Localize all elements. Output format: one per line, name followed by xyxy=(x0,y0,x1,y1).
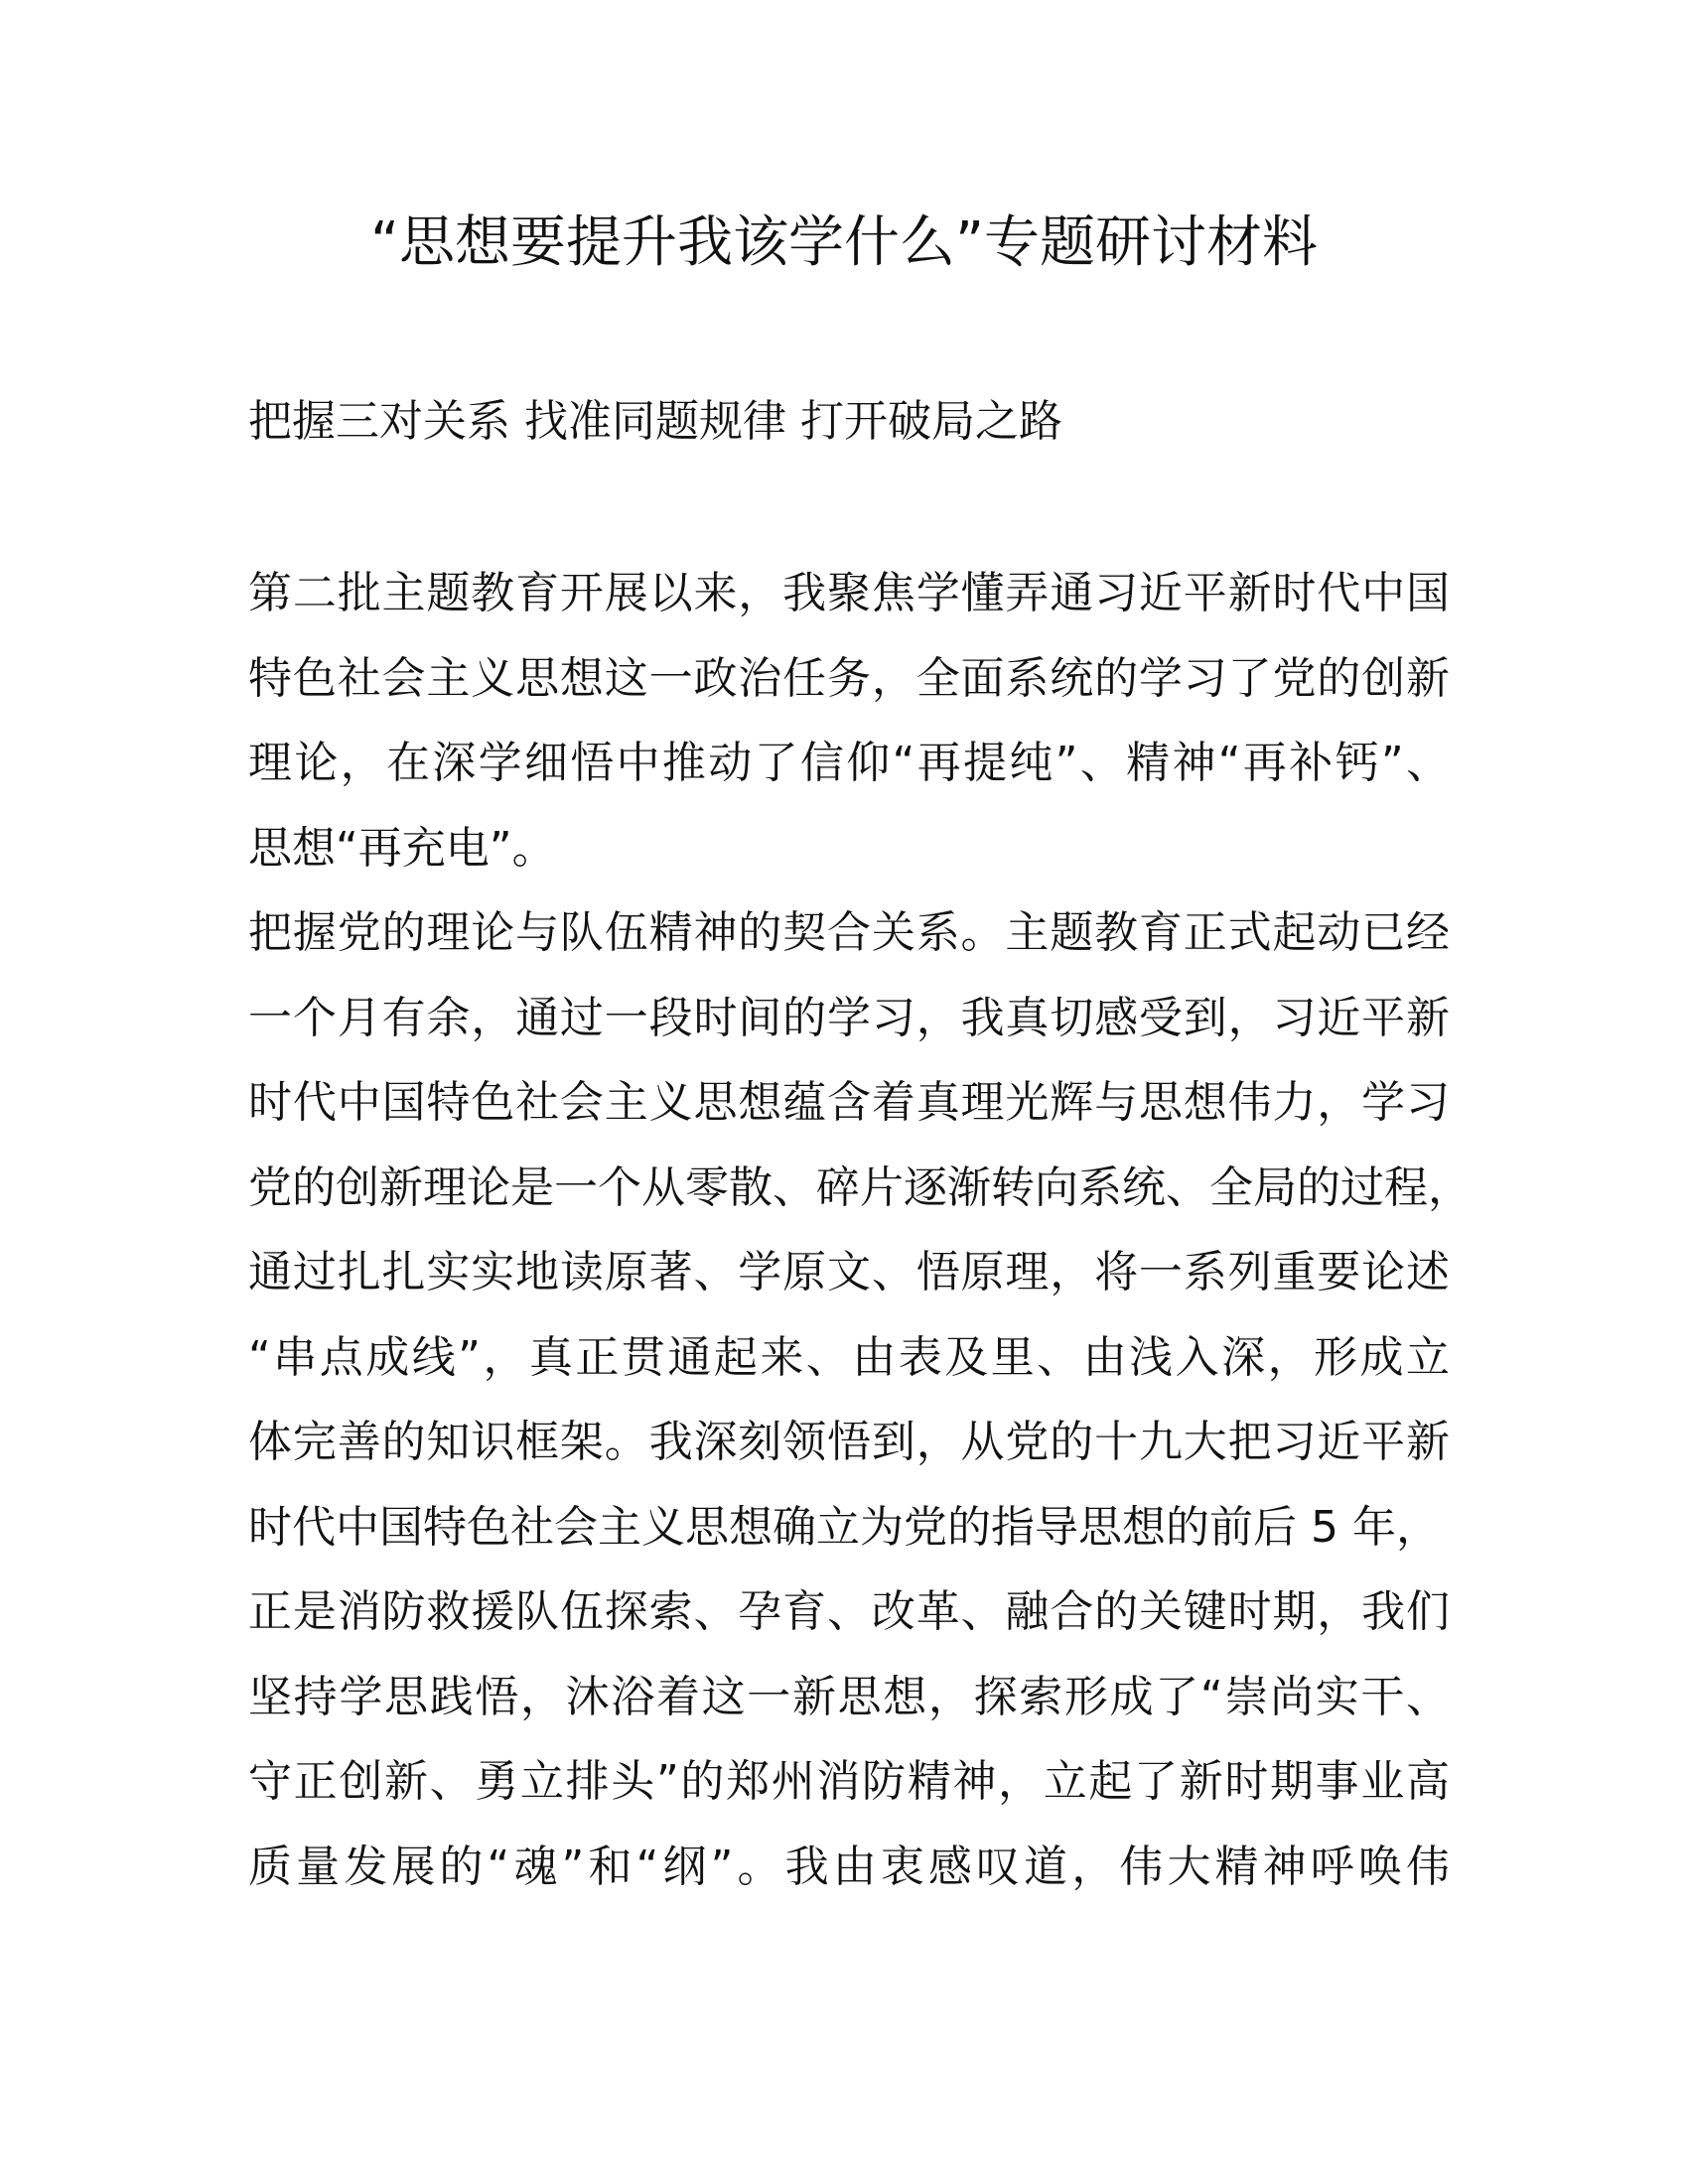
body-line: 一个月有余，通过一段时间的学习，我真切感受到，习近平新 xyxy=(248,992,1450,1043)
body-line: 时代中国特色社会主义思想蕴含着真理光辉与思想伟力，学习 xyxy=(248,1077,1450,1128)
body-line: 通过扎扎实实地读原著、学原文、悟原理，将一系列重要论述 xyxy=(248,1247,1450,1297)
body-line: 质量发展的“魂”和“纲”。我由衷感叹道，伟大精神呼唤伟 xyxy=(248,1841,1450,1892)
body-line: 正是消防救援队伍探索、孕育、改革、融合的关键时期，我们 xyxy=(248,1586,1450,1637)
body-line: 体完善的知识框架。我深刻领悟到，从党的十九大把习近平新 xyxy=(248,1417,1450,1467)
body-line: 第二批主题教育开展以来，我聚焦学懂弄通习近平新时代中国 xyxy=(248,568,1450,618)
body-line: “串点成线”，真正贯通起来、由表及里、由浅入深，形成立 xyxy=(248,1331,1450,1383)
body-line: 坚持学思践悟，沐浴着这一新思想，探索形成了“崇尚实干、 xyxy=(248,1671,1450,1722)
document-body xyxy=(248,551,1472,1909)
body-line: 时代中国特色社会主义思想确立为党的指导思想的前后 5 年， xyxy=(248,1501,1440,1553)
document-subtitle: 把握三对关系 找准同题规律 打开破局之路 xyxy=(248,396,1062,447)
body-line: 把握党的理论与队伍精神的契合关系。主题教育正式起动已经 xyxy=(248,907,1450,958)
document-title: “思想要提升我该学什么”专题研讨材料 xyxy=(369,210,1319,275)
body-line: 守正创新、勇立排头”的郑州消防精神，立起了新时期事业高 xyxy=(248,1756,1450,1807)
body-line: 思想“再充电”。 xyxy=(248,822,556,874)
body-line: 理论，在深学细悟中推动了信仰“再提纯”、精神“再补钙”、 xyxy=(248,738,1450,788)
body-line: 党的创新理论是一个从零散、碎片逐渐转向系统、全局的过程， xyxy=(248,1161,1472,1213)
body-line: 特色社会主义思想这一政治任务，全面系统的学习了党的创新 xyxy=(248,652,1450,704)
